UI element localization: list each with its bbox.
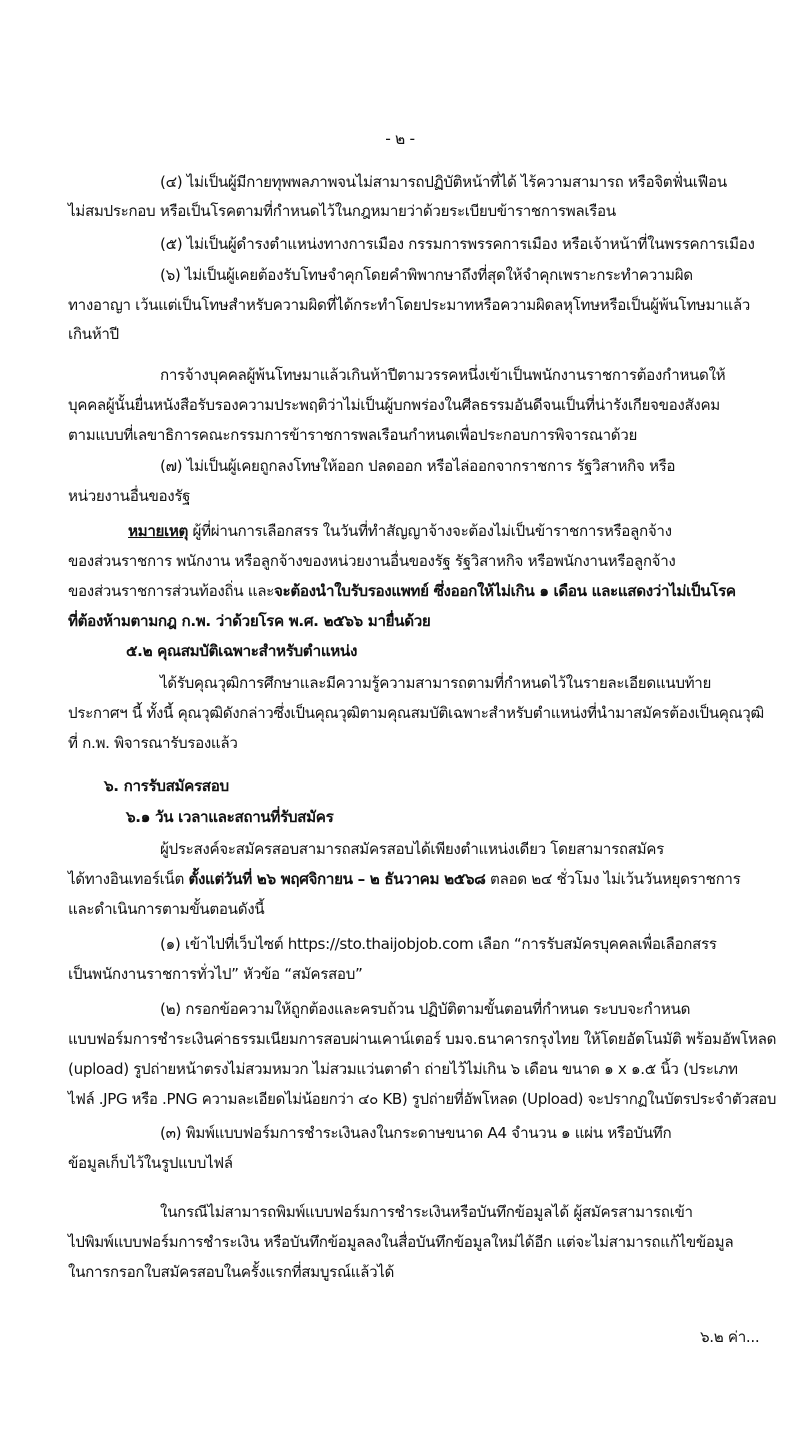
section-5-2-line-1: ได้รับคุณวุฒิการศึกษาและมีความรู้ความสามารถตามที่กำหนดไว้ในรายละเอียดแนบท้าย — [160, 674, 711, 692]
note-line-1 — [128, 520, 672, 542]
paragraph-2-line-1: ในกรณีไม่สามารถพิมพ์แบบฟอร์มการชำระเงินหรือบันทึกข้อมูลได้ ผู้สมัครสามารถเข้า — [160, 1203, 693, 1221]
note-line-3-bold: จะต้องนำใบรับรองแพทย์ ซึ่งออกให้ไม่เกิน ๑ เดือน และแสดงว่าไม่เป็นโรค — [273, 582, 736, 600]
section-6-1-line-2 — [68, 868, 740, 890]
section-6-1-line-2-c: ตลอด ๒๔ ชั่วโมง ไม่เว้นวันหยุดราชการ — [485, 870, 741, 888]
note-line-1-text: ผู้ที่ผ่านการเลือกสรร ในวันที่ทำสัญญาจ้างจะต้องไม่เป็นข้าราชการหรือลูกจ้าง — [188, 522, 672, 540]
paragraph-2-line-2: ไปพิมพ์แบบฟอร์มการชำระเงิน หรือบันทึกข้อมูลลงในสื่อบันทึกข้อมูลใหม่ได้อีก แต่จะไม่สามารถแก้ไขข้อมูล — [68, 1233, 734, 1251]
item-5: (๕) ไม่เป็นผู้ดำรงตำแหน่งทางการเมือง กรรมการพรรคการเมือง หรือเจ้าหน้าที่ในพรรคการเมือง — [160, 235, 755, 253]
section-6-1-line-2-a: ได้ทางอินเทอร์เน็ต — [68, 870, 189, 888]
item-6-line-2: ทางอาญา เว้นแต่เป็นโทษสำหรับความผิดที่ได้กระทำโดยประมาทหรือความผิดลหุโทษหรือเป็นผู้พ้นโทษมาแล้ว — [68, 296, 750, 314]
note-line-4: ที่ต้องห้ามตามกฎ ก.พ. ว่าด้วยโรค พ.ศ. ๒๕๖๖ มายื่นด้วย — [68, 612, 431, 630]
continuation-marker: ๖.๒ ค่า... — [700, 1328, 760, 1346]
section-6-1-line-1: ผู้ประสงค์จะสมัครสอบสามารถสมัครสอบได้เพียงตำแหน่งเดียว โดยสามารถสมัคร — [160, 840, 664, 858]
note-line-2: ของส่วนราชการ พนักงาน หรือลูกจ้างของหน่วยงานอื่นของรัฐ รัฐวิสาหกิจ หรือพนักงานหรือลูกจ้าง — [68, 552, 676, 570]
page-number: - ๒ - — [385, 130, 415, 148]
paragraph-2-line-3: ในการกรอกใบสมัครสอบในครั้งแรกที่สมบูรณ์แล้วได้ — [68, 1263, 395, 1281]
section-6-1-line-3: และดำเนินการตามขั้นตอนดังนี้ — [68, 900, 265, 918]
item-7-line-2: หน่วยงานอื่นของรัฐ — [68, 487, 191, 505]
step-1-line-2: เป็นพนักงานราชการทั่วไป” หัวข้อ “สมัครสอบ” — [68, 965, 363, 983]
note-line-3-text: ของส่วนราชการส่วนท้องถิ่น และ — [68, 582, 274, 600]
item-6-line-1: (๖) ไม่เป็นผู้เคยต้องรับโทษจำคุกโดยคำพิพากษาถึงที่สุดให้จำคุกเพราะกระทำความผิด — [160, 266, 693, 284]
step-2-line-3: (upload) รูปถ่ายหน้าตรงไม่สวมหมวก ไม่สวมแว่นตาดำ ถ่ายไว้ไม่เกิน ๖ เดือน ขนาด ๑ x ๑.๕ นิ้ว (ประเภท — [68, 1060, 738, 1078]
step-2-line-4: ไฟล์ .JPG หรือ .PNG ความละเอียดไม่น้อยกว่า ๔๐ KB) รูปถ่ายที่อัพโหลด (Upload) จะปรากฏในบัตรประจำตัวสอบ — [68, 1090, 777, 1108]
paragraph-1-line-3: ตามแบบที่เลขาธิการคณะกรรมการข้าราชการพลเรือนกำหนดเพื่อประกอบการพิจารณาด้วย — [68, 426, 638, 444]
item-4-line-2: ไม่สมประกอบ หรือเป็นโรคตามที่กำหนดไว้ในกฎหมายว่าด้วยระเบียบข้าราชการพลเรือน — [68, 202, 616, 220]
application-dates: ตั้งแต่วันที่ ๒๖ พฤศจิกายน – ๒ ธันวาคม ๒๕๖๘ — [188, 870, 486, 888]
paragraph-1-line-1: การจ้างบุคคลผู้พ้นโทษมาแล้วเกินห้าปีตามวรรคหนึ่งเข้าเป็นพนักงานราชการต้องกำหนดให้ — [160, 366, 726, 384]
section-6-1-heading: ๖.๑ วัน เวลาและสถานที่รับสมัคร — [126, 808, 334, 826]
note-label: หมายเหตุ — [128, 522, 189, 540]
item-4-line-1: (๔) ไม่เป็นผู้มีกายทุพพลภาพจนไม่สามารถปฏิบัติหน้าที่ได้ ไร้ความสามารถ หรือจิตฟั่นเฟือน — [160, 173, 727, 191]
note-line-3 — [68, 580, 736, 602]
step-2-line-2: แบบฟอร์มการชำระเงินค่าธรรมเนียมการสอบผ่านเคาน์เตอร์ บมจ.ธนาคารกรุงไทย ให้โดยอัตโนมัติ พร้อมอัพโหลด — [68, 1030, 777, 1048]
step-1-line-1: (๑) เข้าไปที่เว็บไซต์ https://sto.thaijobjob.com เลือก “การรับสมัครบุคคลเพื่อเลือกสรร — [160, 935, 717, 953]
section-6-heading: ๖. การรับสมัครสอบ — [104, 777, 229, 795]
item-6-line-3: เกินห้าปี — [68, 325, 119, 343]
section-5-2-line-2: ประกาศฯ นี้ ทั้งนี้ คุณวุฒิดังกล่าวซึ่งเป็นคุณวุฒิตามคุณสมบัติเฉพาะสำหรับตำแหน่งที่นำมาสมัครต้องเป็นคุณวุฒิ — [68, 704, 764, 722]
step-2-line-1: (๒) กรอกข้อความให้ถูกต้องและครบถ้วน ปฏิบัติตามขั้นตอนที่กำหนด ระบบจะกำหนด — [160, 1000, 691, 1018]
paragraph-1-line-2: บุคคลผู้นั้นยื่นหนังสือรับรองความประพฤติว่าไม่เป็นผู้บกพร่องในศีลธรรมอันดีจนเป็นที่น่ารังเกียจของสังคม — [68, 396, 720, 414]
section-5-2-heading: ๕.๒ คุณสมบัติเฉพาะสำหรับตำแหน่ง — [126, 642, 358, 660]
item-7-line-1: (๗) ไม่เป็นผู้เคยถูกลงโทษให้ออก ปลดออก หรือไล่ออกจากราชการ รัฐวิสาหกิจ หรือ — [160, 457, 676, 475]
step-3-line-1: (๓) พิมพ์แบบฟอร์มการชำระเงินลงในกระดาษขนาด A4 จำนวน ๑ แผ่น หรือบันทึก — [160, 1124, 672, 1142]
step-3-line-2: ข้อมูลเก็บไว้ในรูปแบบไฟล์ — [68, 1154, 233, 1172]
section-5-2-line-3: ที่ ก.พ. พิจารณารับรองแล้ว — [68, 734, 238, 752]
